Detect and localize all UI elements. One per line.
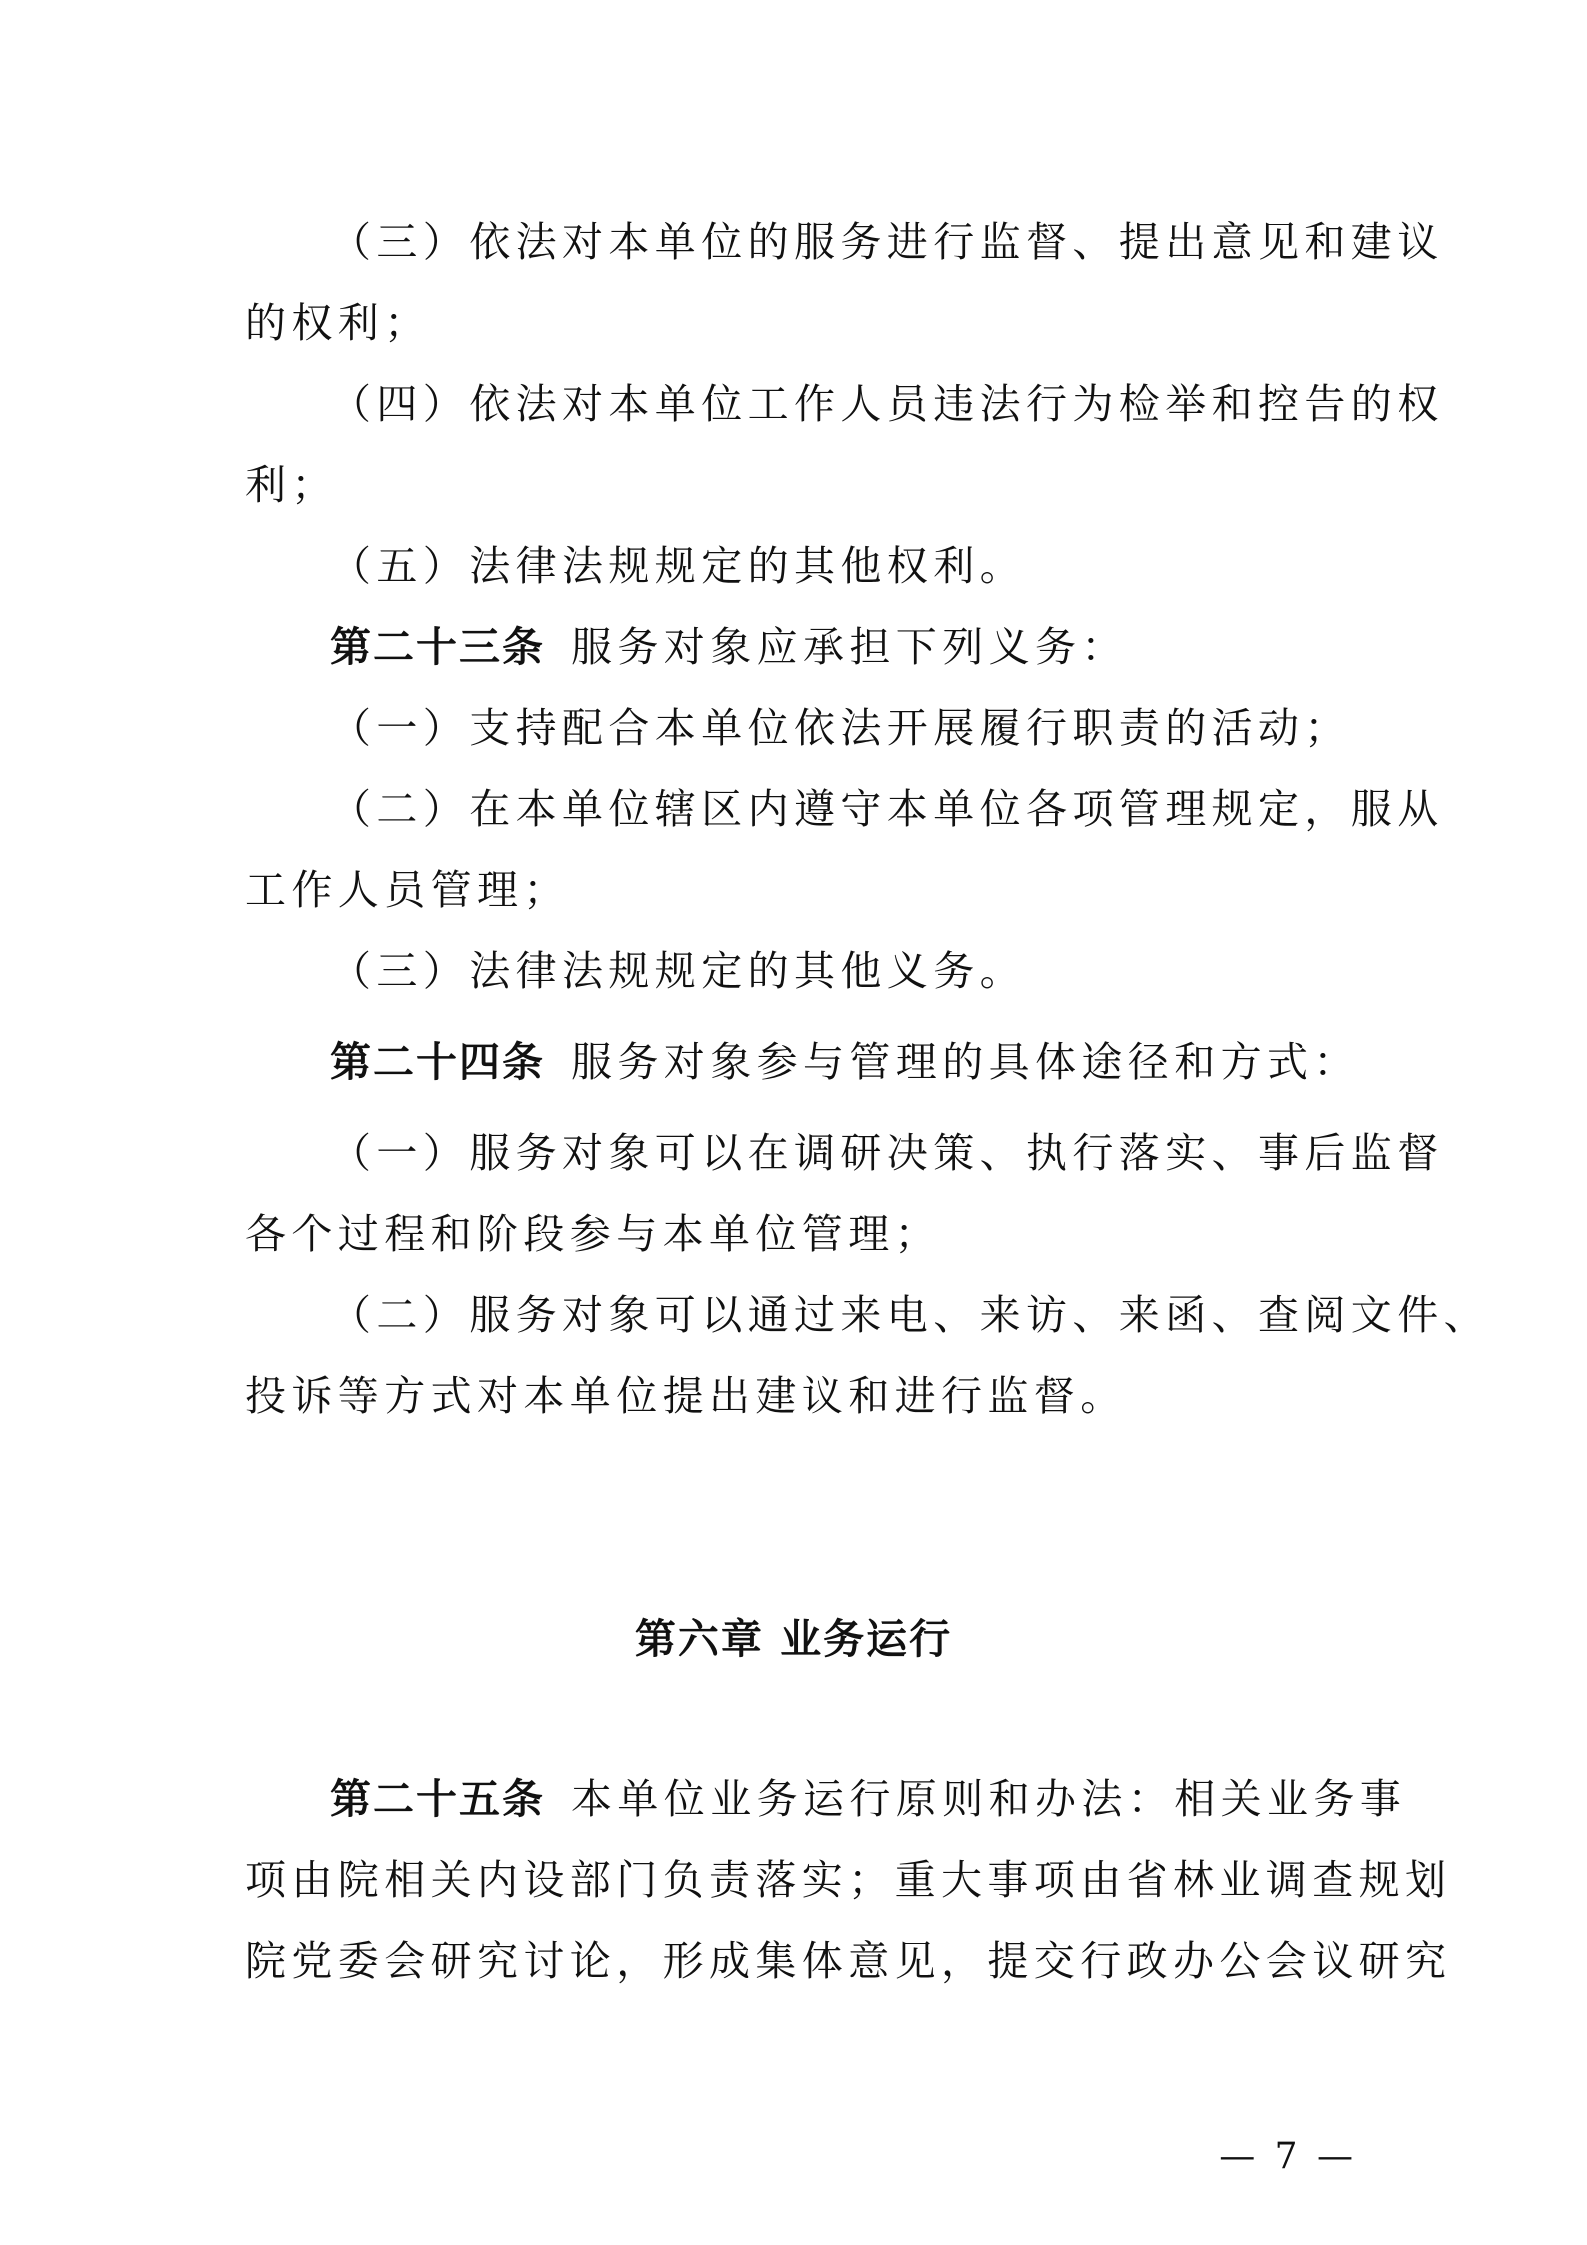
article-paragraph <box>245 1036 1360 1088</box>
text-line: （二）服务对象可以通过来电、来访、来函、查阅文件、 <box>330 1291 1490 1339</box>
text-line: （一）支持配合本单位依法开展履行职责的活动； <box>330 704 1351 752</box>
article-text: 本单位业务运行原则和办法：相关业务事 <box>571 1775 1407 1823</box>
text-line: （五）法律法规规定的其他权利。 <box>330 542 1026 590</box>
text-line: 项由院相关内设部门负责落实；重大事项由省林业调查规划 <box>245 1856 1452 1904</box>
chapter-title: 第六章 业务运行 <box>634 1615 953 1663</box>
text-line: 投诉等方式对本单位提出建议和进行监督。 <box>245 1372 1127 1420</box>
article-paragraph <box>245 621 1355 673</box>
text-line: （三）依法对本单位的服务进行监督、提出意见和建议 <box>330 218 1444 266</box>
text-line: （二）在本单位辖区内遵守本单位各项管理规定，服从 <box>330 785 1444 833</box>
text-line: 工作人员管理； <box>245 866 570 914</box>
text-line: 的权利； <box>245 299 431 347</box>
article-label: 第二十四条 <box>330 1038 545 1086</box>
text-line: 利； <box>245 461 338 509</box>
article-text: 服务对象参与管理的具体途径和方式： <box>571 1038 1360 1086</box>
text-line: （四）依法对本单位工作人员违法行为检举和控告的权 <box>330 380 1444 428</box>
text-line: 院党委会研究讨论，形成集体意见，提交行政办公会议研究 <box>245 1937 1452 1985</box>
article-label: 第二十五条 <box>330 1775 545 1823</box>
text-line: （三）法律法规规定的其他义务。 <box>330 947 1026 995</box>
article-label: 第二十三条 <box>330 623 545 671</box>
text-line: 各个过程和阶段参与本单位管理； <box>245 1210 941 1258</box>
article-paragraph <box>245 1773 1407 1825</box>
text-line: （一）服务对象可以在调研决策、执行落实、事后监督 <box>330 1129 1444 1177</box>
page-number: — 7 — <box>1219 2136 1357 2177</box>
article-text: 服务对象应承担下列义务： <box>571 623 1128 671</box>
